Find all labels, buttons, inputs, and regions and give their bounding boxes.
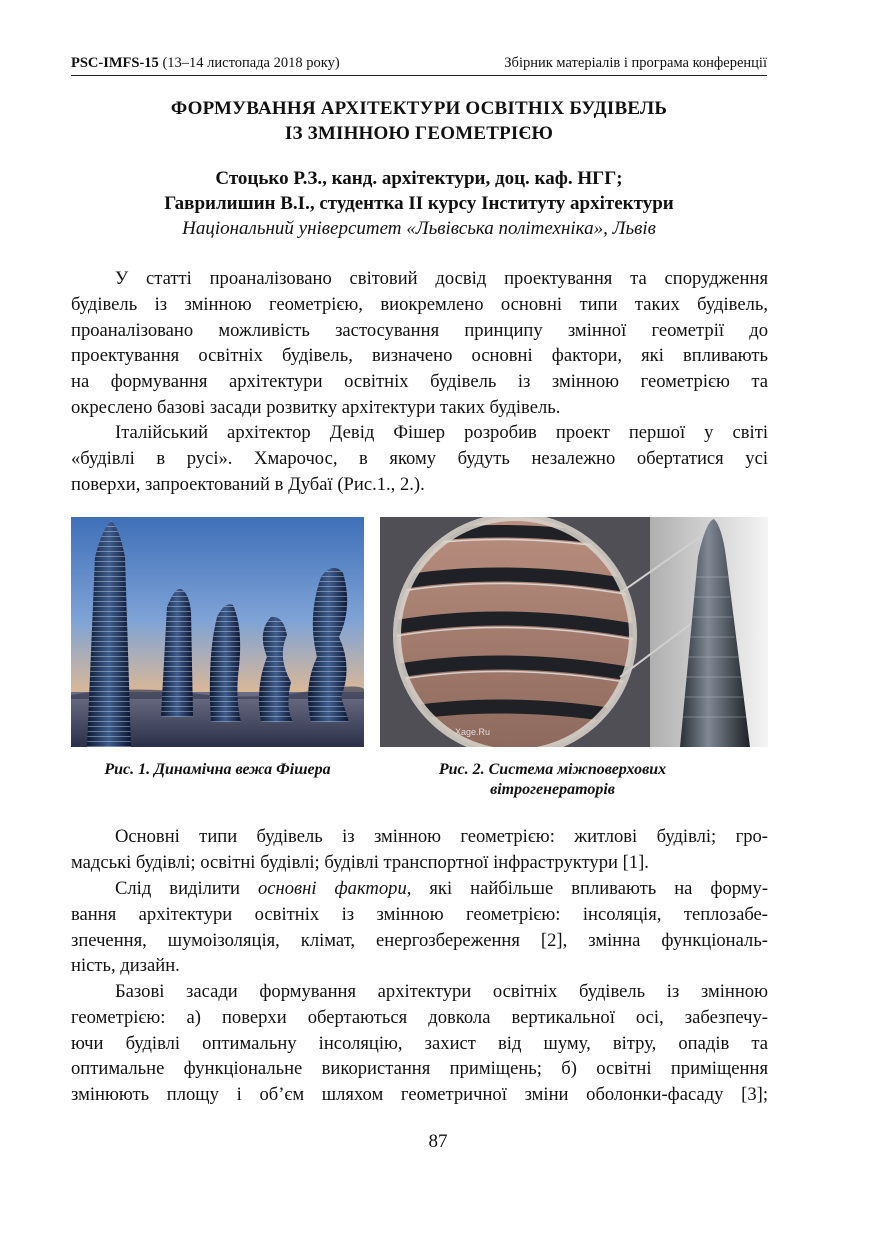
factors-line-1 [71, 876, 768, 902]
header-conference-date: (13–14 листопада 2018 року) [158, 55, 340, 71]
abstract-line: на формування архітектури освітніх будівель із змінною геометрією та [71, 371, 768, 393]
figure-2-caption-line-1: Рис. 2. Система міжповерхових [438, 761, 667, 778]
basics-line: змінюють площу і об’єм шляхом геометричної зміни оболонки-фасаду [3]; [71, 1084, 768, 1106]
paper-title [71, 96, 767, 146]
abstract-line: проаналізовано можливість застосування принципу змінної геометрії до [71, 319, 768, 341]
factors-paragraph [71, 876, 768, 979]
basics-paragraph [71, 979, 768, 1108]
affiliation: Національний університет «Львівська політехніка», Львів [182, 218, 656, 239]
dynamic-towers-image [71, 517, 364, 747]
title-line-2: ІЗ ЗМІННОЮ ГЕОМЕТРІЄЮ [284, 123, 554, 144]
abstract-line: окреслено базові засади розвитку архітектури таких будівель. [71, 396, 561, 418]
basics-line: Базові засади формування архітектури освітніх будівель із змінною [115, 981, 768, 1002]
header-collection: Збірник матеріалів і програма конференції [504, 55, 767, 71]
abstract-paragraph [71, 266, 768, 421]
factors-line-1-pre: Слід виділити [115, 878, 258, 899]
page-number: 87 [428, 1131, 448, 1152]
fisher-line: «будівлі в русі». Хмарочос, в якому будуть незалежно обертатися усі [71, 447, 768, 469]
abstract-line: проектування освітніх будівель, визначено основні фактори, які впливають [71, 345, 768, 367]
title-line-1: ФОРМУВАННЯ АРХІТЕКТУРИ ОСВІТНІХ БУДІВЕЛЬ [170, 98, 668, 119]
figure-2-caption-line-2: вітрогенераторів [490, 781, 615, 798]
types-paragraph [71, 824, 768, 876]
factors-line: ність, дизайн. [71, 955, 180, 977]
abstract-line: У статті проаналізовано світовий досвід проектування та спорудження [115, 268, 768, 289]
wind-turbines-image [380, 517, 768, 747]
fisher-line: поверхи, запроектований в Дубаї (Рис.1., 2.). [71, 473, 425, 495]
figure-1-dynamic-towers [71, 517, 364, 747]
factors-line-1-post: , які найбільше впливають на форму- [406, 878, 769, 899]
factors-line: зпечення, шумоізоляція, клімат, енергозбереження [2], змінна функціональ- [71, 929, 768, 951]
running-header [71, 55, 767, 76]
factors-emphasis: основні фактори [257, 878, 407, 899]
types-line: Основні типи будівель із змінною геометрією: житлові будівлі; гро- [115, 826, 768, 847]
author-1: Стоцько Р.З., канд. архітектури, доц. каф. НГГ; [215, 168, 623, 189]
header-conference-code: PSC-IMFS-15 [71, 55, 159, 71]
figure-2-wind-turbines [380, 517, 768, 747]
header-conference [71, 55, 340, 71]
basics-line: ючи будівлі оптимальну інсоляцію, захист від шуму, вітру, опадів та [71, 1032, 768, 1054]
author-block [71, 166, 767, 241]
factors-line: вання архітектури освітніх із змінною геометрією: інсоляція, теплозабе- [71, 903, 768, 925]
figure-2-caption [380, 760, 725, 800]
abstract-line: будівель із змінною геометрією, виокремлено основні типи таких будівель, [71, 293, 768, 315]
figure-1-caption: Рис. 1. Динамічна вежа Фішера [104, 761, 331, 778]
basics-line: оптимальне функціональне використання приміщень; б) освітні приміщення [71, 1058, 768, 1080]
types-line: мадські будівлі; освітні будівлі; будівлі транспортної інфраструктури [1]. [71, 851, 649, 873]
fisher-line: Італійський архітектор Девід Фішер розробив проект першої у світі [115, 422, 768, 443]
basics-line: геометрією: а) поверхи обертаються довкола вертикальної осі, забезпечу- [71, 1006, 768, 1028]
fisher-paragraph [71, 420, 768, 497]
author-2: Гаврилишин В.І., студентка ІІ курсу Інституту архітектури [164, 193, 674, 214]
image-watermark: Xage.Ru [455, 727, 491, 737]
